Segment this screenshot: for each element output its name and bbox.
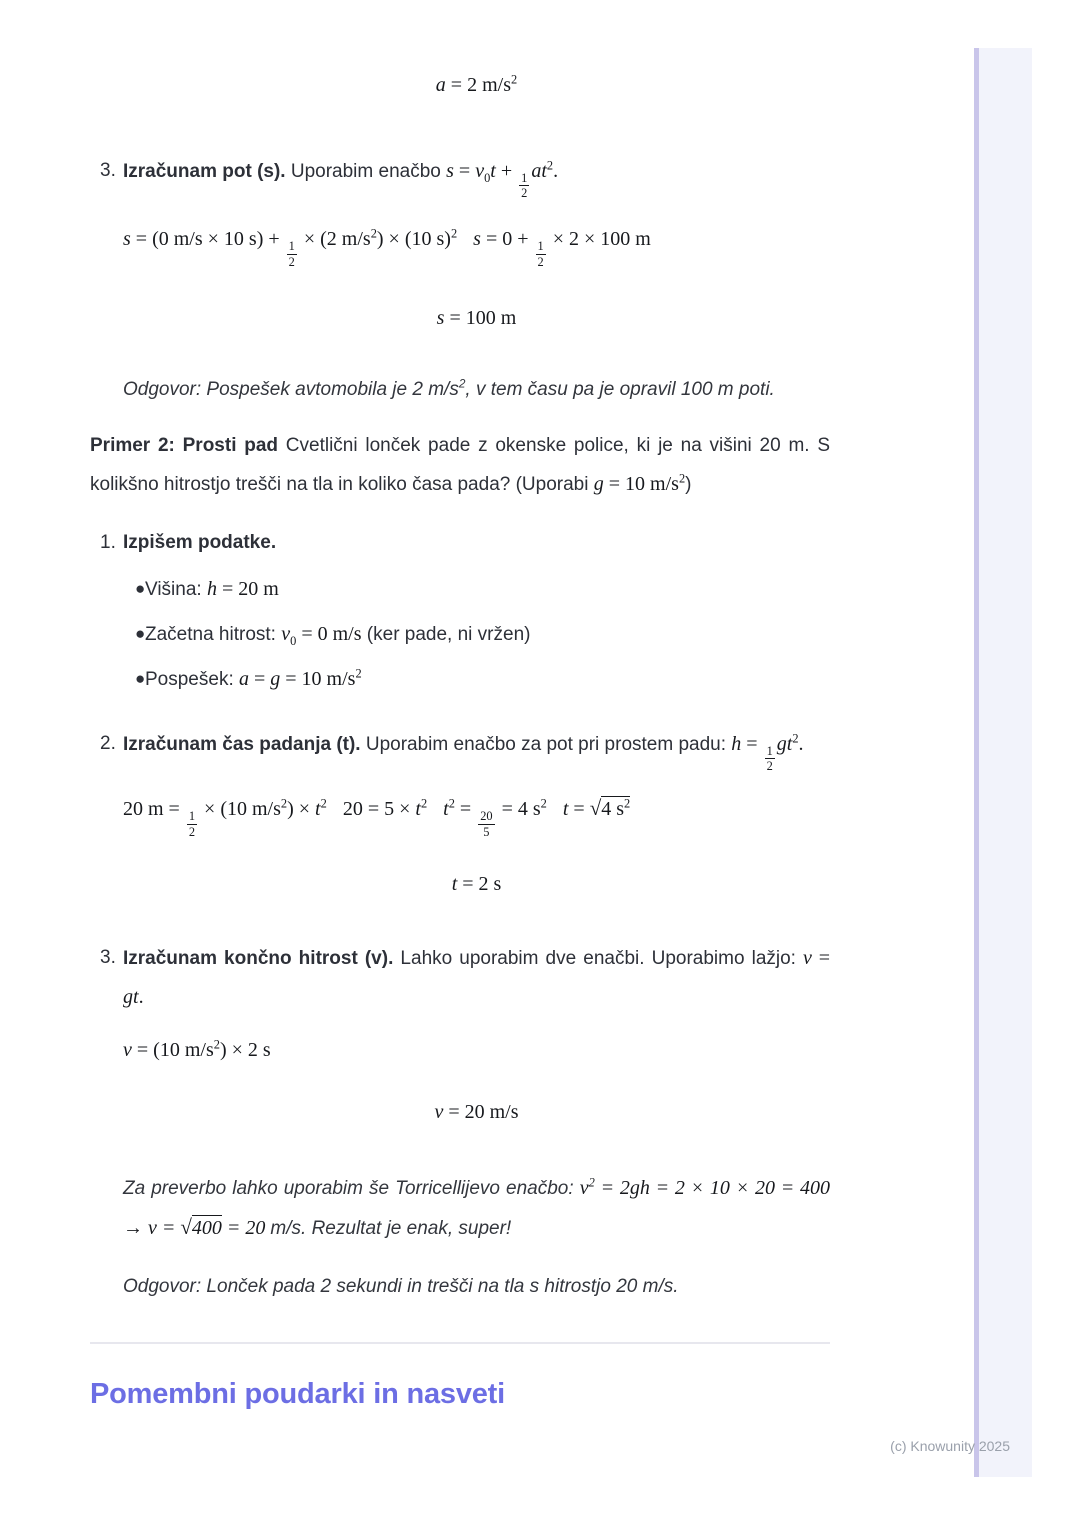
bullet-icon: ● xyxy=(135,668,146,688)
bullet-text: Začetna hitrost: $v_0 = 0$ m/s (ker pade, ni vržen) xyxy=(145,622,531,648)
equation-time-calculation xyxy=(123,789,830,838)
answer-paragraph-1: Odgovor: Pospešek avtomobila je 2 $m/s^2$, v tem času pa je opravil 100 m poti. xyxy=(123,377,775,400)
verification-paragraph: Za preverbo lahko uporabim še Torricellijevo enačbo: $v^2 = 2gh = 2 \times 10 \times 20 = 400 \to v = √400 = 20$ m/s. Rezultat je enak, super! xyxy=(123,1175,831,1239)
step-text: Izračunam pot (s). Uporabim enačbo $s = v_0t$ + $\frac{1}{2}$ $at^2$. xyxy=(123,158,559,201)
bullet-item-acceleration xyxy=(123,664,830,695)
equation-velocity-calculation xyxy=(123,1031,830,1069)
equation-path-result: s = 100 m xyxy=(436,306,517,329)
equation: t = √4 $s^2$ xyxy=(562,796,631,821)
step-text: Izpišem podatke. xyxy=(123,531,277,553)
equation: v = (10 $m/s^2) \times 2$ s xyxy=(123,1037,271,1061)
bullet-text: Višina: h = 20 m xyxy=(145,577,279,600)
example-2-paragraph: Primer 2: Prosti pad Cvetlični lonček pade z okenske police, ki je na višini 20 m. S kolikšno hitrostjo trešči na tla in koliko časa pada? (Uporabi g = 10 $m/s^2$) xyxy=(90,434,830,495)
bullet-item-initial-velocity xyxy=(123,619,830,650)
section-divider xyxy=(90,1342,830,1344)
equation: $20 = 5 \times t^2$ xyxy=(342,796,428,821)
step-text: Izračunam končno hitrost (v). Lahko uporabim dve enačbi. Uporabimo lažjo: v = gt. xyxy=(123,946,830,1008)
step-item-3-pot xyxy=(90,152,830,200)
list-number: 3. xyxy=(100,160,116,181)
bullet-text: Pospešek: a = g = 10 $m/s^2$ xyxy=(145,666,362,690)
step-item-2-time xyxy=(90,725,830,773)
section-heading: Pomembni poudarki in nasveti xyxy=(90,1377,505,1410)
data-bullet-list xyxy=(90,574,830,695)
equation-velocity-result: v = 20 m/s xyxy=(434,1100,519,1123)
step-text: Izračunam čas padanja (t). Uporabim enačbo za pot pri prostem padu: h = $\frac{1}{2}$ $gt^2$. xyxy=(123,731,804,774)
list-number: 1. xyxy=(100,531,116,553)
list-number: 3. xyxy=(100,946,116,968)
answer-paragraph-2: Odgovor: Lonček pada 2 sekundi in trešči na tla s hitrostjo 20 m/s. xyxy=(123,1275,679,1297)
side-panel xyxy=(979,48,1032,1477)
equation-acceleration-result: a = 2 $m/s^2$ xyxy=(435,72,518,96)
step-item-3-velocity xyxy=(90,939,830,1017)
equation: s = 0 + $\frac{1}{2}$ × 2 × 100 m xyxy=(473,228,651,269)
list-number: 2. xyxy=(100,732,116,754)
bullet-icon: ● xyxy=(135,578,146,598)
footer-credit: (c) Knowunity 2025 xyxy=(890,1438,1010,1454)
bullet-item-height xyxy=(123,574,830,605)
equation-time-result: t = 2 s xyxy=(451,872,502,895)
equation-path-calculation xyxy=(123,220,830,268)
content-column xyxy=(90,0,830,1414)
equation: 20 m = $\frac{1}{2}$ × (10 $m/s^2) \times t^2$ xyxy=(123,796,327,839)
equation: s = (0 m/s × 10 s) + $\frac{1}{2}$ × (2 $m/s^2) \times (10$ s)$^2$ xyxy=(123,226,458,269)
bullet-icon: ● xyxy=(135,623,146,643)
equation: $t^2$ = $\frac{20}{5}$ = 4 $s^2$ xyxy=(443,796,547,839)
page-edge-line xyxy=(974,48,979,1477)
step-item-1-data xyxy=(90,524,830,562)
